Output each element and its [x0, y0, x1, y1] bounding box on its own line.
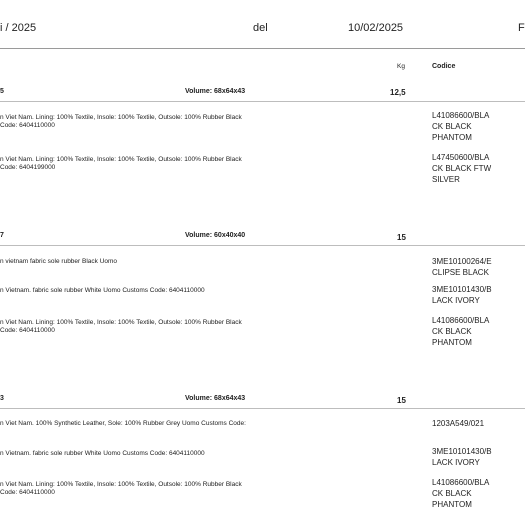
item-code: 1203A549/021 — [432, 419, 485, 428]
item-code: L41086600/BLA CK BLACK PHANTOM — [432, 316, 490, 347]
kg-column-header: Kg — [397, 63, 405, 70]
box-volume: Volume: 60x40x40 — [185, 232, 246, 239]
box-divider — [0, 101, 525, 102]
header-edge-label: F — [518, 22, 525, 34]
item-code: 3ME10101430/B LACK IVORY — [432, 285, 492, 305]
item-description: n Viet Nam. 100% Synthetic Leather, Sole: 100% Rubber Grey Uomo Customs Code: — [0, 420, 246, 427]
item-code: 3ME10101430/B LACK IVORY — [432, 447, 492, 467]
item-description: n Vietnam. fabric sole rubber White Uomo Customs Code: 6404110000 — [0, 287, 205, 294]
item-description: n Vietnam. fabric sole rubber White Uomo Customs Code: 6404110000 — [0, 450, 205, 457]
item-description: n vietnam fabric sole rubber Black Uomo — [0, 258, 118, 265]
item-code: L41086600/BLA CK BLACK PHANTOM — [432, 478, 490, 509]
header-divider — [0, 48, 525, 49]
item-description: n Viet Nam. Lining: 100% Textile, Insole: 100% Textile, Outsole: 100% Rubber Black Code: 6404110000 — [0, 481, 242, 496]
item-code: L47450600/BLA CK BLACK FTW SILVER — [432, 153, 492, 184]
box-weight: 15 — [397, 233, 406, 242]
item-description: n Viet Nam. Lining: 100% Textile, Insole: 100% Textile, Outsole: 100% Rubber Black Code: 6404110000 — [0, 319, 242, 334]
box-weight: 12,5 — [390, 88, 406, 97]
box-number: 3 — [0, 395, 4, 402]
box-volume: Volume: 68x64x43 — [185, 395, 246, 402]
box-number: 7 — [0, 232, 4, 239]
box-volume: Volume: 68x64x43 — [185, 88, 246, 95]
item-code: L41086600/BLA CK BLACK PHANTOM — [432, 111, 490, 142]
del-label: del — [253, 22, 268, 34]
box-divider — [0, 408, 525, 409]
document-number: i / 2025 — [0, 22, 37, 34]
box-divider — [0, 245, 525, 246]
item-description: n Viet Nam. Lining: 100% Textile, Insole: 100% Textile, Outsole: 100% Rubber Black Code: 6404199000 — [0, 156, 242, 171]
box-weight: 15 — [397, 396, 406, 405]
document-date: 10/02/2025 — [348, 22, 404, 34]
codice-column-header: Codice — [432, 63, 456, 70]
item-description: n Viet Nam. Lining: 100% Textile, Insole: 100% Textile, Outsole: 100% Rubber Black Code: 6404110000 — [0, 114, 242, 129]
item-code: 3ME10100264/E CLIPSE BLACK — [432, 257, 492, 277]
box-number: 5 — [0, 88, 4, 95]
